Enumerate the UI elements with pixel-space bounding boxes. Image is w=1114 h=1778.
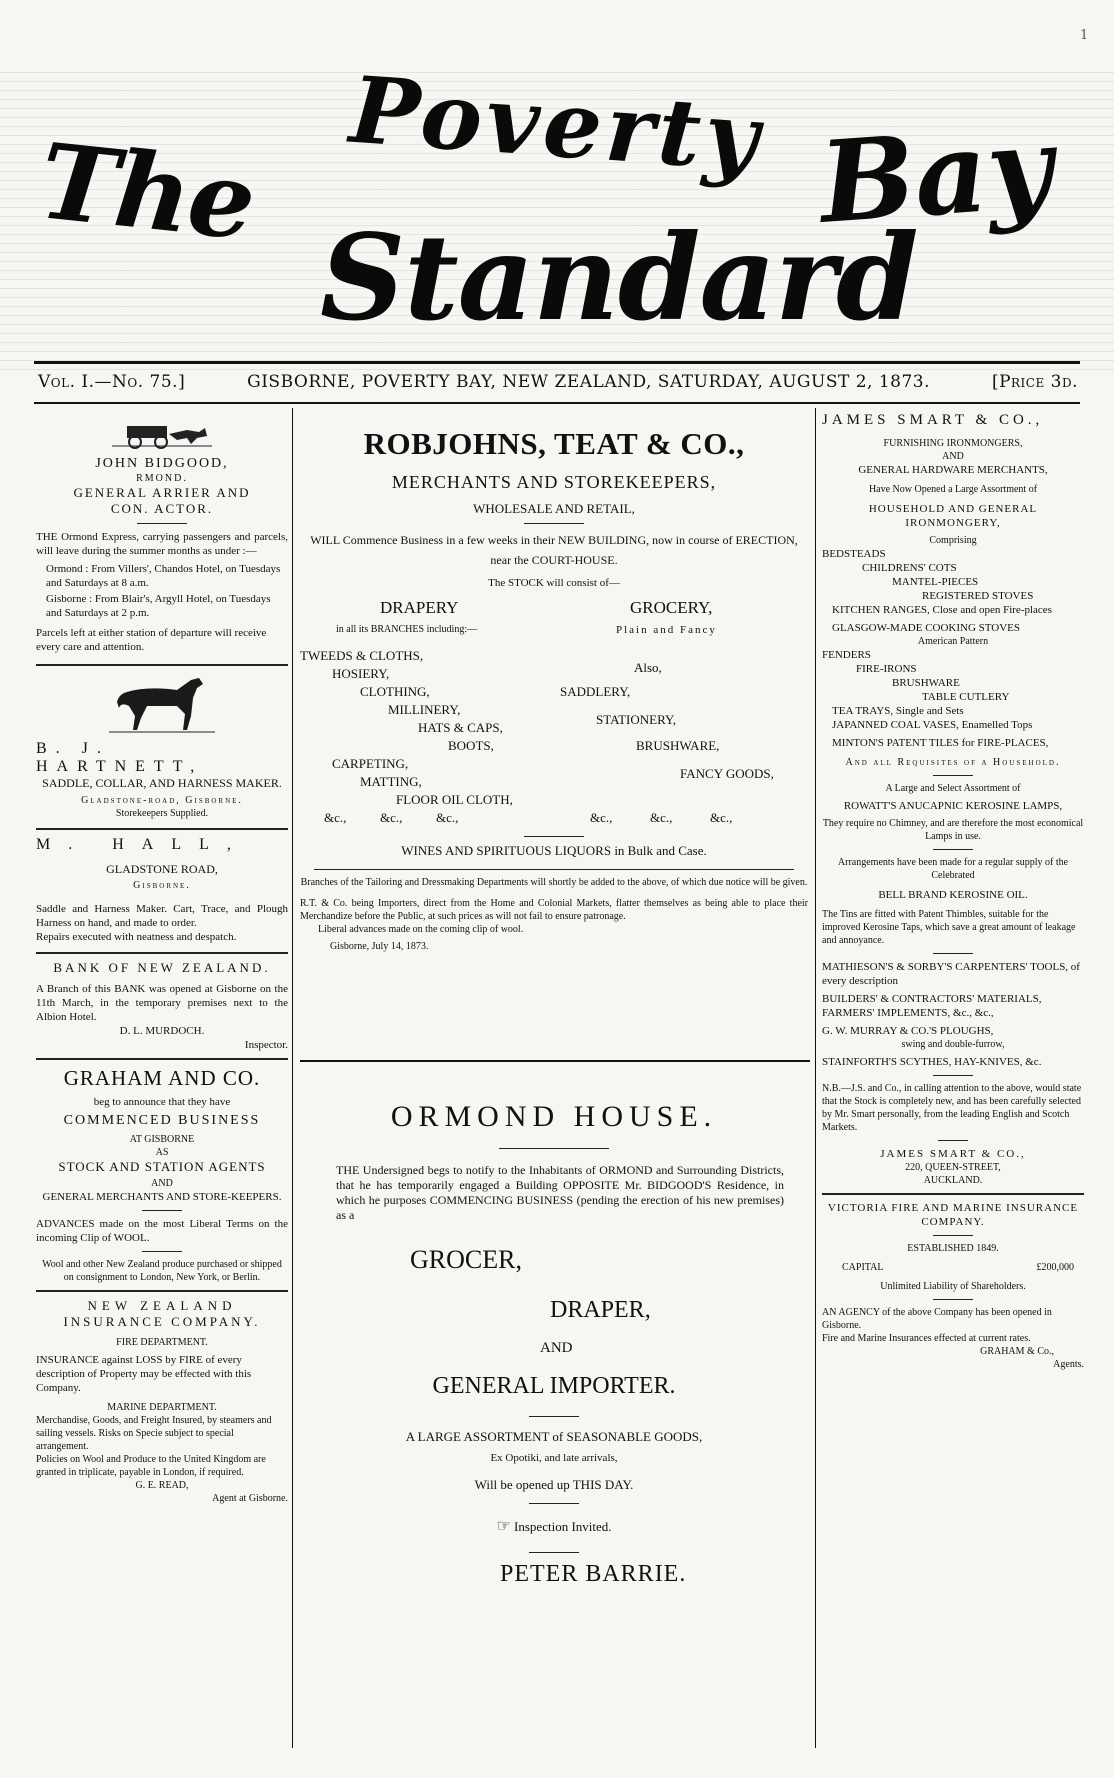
separator [938,1140,968,1141]
column-rule-2 [815,408,816,1748]
divider [36,1290,288,1292]
separator [529,1416,579,1417]
smart-bell: BELL BRAND KEROSINE OIL. [878,889,1028,901]
ormond-draper: DRAPER, [550,1297,651,1323]
graham-l5: STOCK AND STATION AGENTS [58,1159,266,1174]
stock-item: HOSIERY, [332,666,390,681]
pointing-hand-icon: ☞ [496,1518,511,1535]
separator [524,523,584,524]
capital-value: £200,000 [1036,1262,1074,1273]
etc: &c., [590,810,613,825]
victoria-agency: AN AGENCY of the above Company has been opened in Gisborne. [822,1307,1052,1331]
nzins-fire-body: INSURANCE against LOSS by FIRE of every description of Property may be effected with this Company. [36,1354,252,1394]
robjohns-liberal: Liberal advances made on the coming clip of wool. [318,924,524,935]
etc: &c., [436,810,459,825]
bidgood-line2: RMOND. [136,473,188,484]
dateline [38,372,1078,398]
graham-l2: COMMENCED BUSINESS [63,1113,261,1128]
robjohns-stock: The STOCK will consist of— [488,577,620,589]
ormond-and: AND [540,1340,573,1356]
graham-advances: ADVANCES made on the most Liberal Terms on the incoming Clip of WOOL. [36,1218,288,1244]
bidgood-gisborne: Gisborne : From Blair's, Argyll Hotel, on Tuesdays and Saturdays at 2 p.m. [46,593,271,619]
smart-addr: 220, QUEEN-STREET, [905,1162,1001,1173]
smart-swing: swing and double-furrow, [901,1039,1005,1050]
graham-l7: GENERAL MERCHANTS AND STORE-KEEPERS. [42,1191,282,1203]
stock-item: BOOTS, [448,738,494,753]
smart-l2: AND [942,451,964,462]
right-column [822,412,1084,1371]
nzins-title1: NEW ZEALAND [87,1298,237,1313]
etc: &c., [710,810,733,825]
separator [933,953,973,954]
good-item: FENDERS [822,649,871,661]
divider [36,828,288,830]
ormond-opened: Will be opened up THIS DAY. [474,1477,634,1492]
smart-chimney: They require no Chimney, and are therefore the most economical Lamps in use. [822,818,1084,842]
title-poverty: Poverty [346,55,766,193]
stock-list [300,590,808,830]
ormond-grocer: GROCER, [410,1245,522,1274]
bidgood-ormond: Ormond : From Villers', Chandos Hotel, on Tuesdays and Saturdays at 8 a.m. [46,563,281,589]
bank-signer: D. L. MURDOCH. [119,1025,205,1037]
separator [524,836,584,837]
smart-tins: The Tins are fitted with Patent Thimbles, suitable for the improved Kerosine Taps, which save a great amount of leakage and annoyance. [822,909,1076,946]
ormond-inspection: Inspection Invited. [514,1519,612,1534]
robjohns-advert [300,412,808,1072]
separator [142,1251,182,1252]
etc: &c., [380,810,403,825]
nzins-agent: G. E. READ, [135,1480,189,1491]
victoria-title: VICTORIA FIRE AND MARINE INSURANCE COMPANY. [827,1202,1079,1228]
smart-arrangements: Arrangements have been made for a regular supply of the Celebrated [837,857,1069,881]
hall-town: Gisborne. [133,880,191,891]
masthead [20,40,1094,350]
graham-l6: AND [151,1178,173,1189]
stock-item: CLOTHING, [360,684,430,699]
title-standard: Standard [320,208,918,347]
robjohns-title: ROBJOHNS, TEAT & CO., [363,426,745,461]
ormond-title: ORMOND HOUSE. [390,1100,718,1133]
hartnett-trade: SADDLE, COLLAR, AND HARNESS MAKER. [42,776,282,790]
nzins-title2: INSURANCE COMPANY. [63,1314,261,1329]
bank-title: BANK OF NEW ZEALAND. [53,960,271,975]
smart-tools: MATHIESON'S & SORBY'S CARPENTERS' TOOLS, of every description [822,961,1080,987]
coach-illustration-icon [107,416,217,450]
separator [933,775,973,776]
stock-item: MATTING, [360,774,422,789]
bank-body: A Branch of this BANK was opened at Gisborne on the 11th March, in the temporary premises next to the Albion Hotel. [36,983,288,1023]
smart-name: JAMES SMART & CO., [822,412,1044,428]
robjohns-wholesale: WHOLESALE AND RETAIL, [473,501,635,516]
stock-item: MILLINERY, [388,702,461,717]
bidgood-line4: CON. ACTOR. [110,501,214,516]
smart-l1: FURNISHING IRONMONGERS, [883,438,1023,449]
robjohns-body: WILL Commence Business in a few weeks in their NEW BUILDING, now in course of ERECTION, near the COURT-HOUSE. [310,533,798,567]
capital-label: CAPITAL [842,1262,884,1273]
hartnett-note: Storekeepers Supplied. [115,808,209,819]
victoria-established: ESTABLISHED 1849. [907,1243,999,1254]
hartnett-address: Gladstone-road, Gisborne. [81,795,243,806]
ormond-signer: PETER BARRIE. [500,1561,687,1587]
good-item: KITCHEN RANGES, Close and open Fire-places [832,604,1052,616]
robjohns-branches: Branches of the Tailoring and Dressmaking Departments will shortly be added to the above, of which due notice will be given. [300,877,808,888]
ormond-importer: GENERAL IMPORTER. [432,1373,676,1399]
divider [36,664,288,666]
hall-repairs: Repairs executed with neatness and despatch. [36,931,237,943]
hall-body: Saddle and Harness Maker. Cart, Trace, and Plough Harness on hand, and made to order. [36,903,288,929]
bidgood-line3: GENERAL ARRIER AND [73,485,251,500]
separator [137,523,187,524]
good-item: BRUSHWARE [892,677,960,689]
column-rule-1 [292,408,293,1748]
bidgood-body: THE Ormond Express, carrying passengers and parcels, will leave during the summer months as under :— [36,531,288,557]
graham-l4: AS [155,1147,169,1158]
graham-title: GRAHAM AND CO. [63,1066,261,1090]
smart-ploughs: G. W. MURRAY & CO.'S PLOUGHS, [822,1025,994,1037]
divider [36,1058,288,1060]
smart-sig: JAMES SMART & CO., [880,1148,1026,1160]
horse-illustration-icon [107,672,217,734]
robjohns-wines: WINES AND SPIRITUOUS LIQUORS in Bulk and Case. [401,843,707,858]
separator [933,1235,973,1236]
bank-role: Inspector. [244,1039,288,1051]
ormond-assortment: A LARGE ASSORTMENT of SEASONABLE GOODS, [405,1429,703,1444]
drapery-sub: in all its BRANCHES including:— [336,624,478,635]
title-the: The [34,119,260,264]
ormond-inspection-row [300,1516,808,1536]
good-item: REGISTERED STOVES [922,590,1034,602]
grocery-sub: Plain and Fancy [616,624,717,636]
robjohns-sub: MERCHANTS AND STOREKEEPERS, [391,472,717,492]
etc: &c., [650,810,673,825]
good-item: CHILDRENS' COTS [862,562,957,574]
good-item: MINTON'S PATENT TILES for FIRE-PLACES, [832,737,1049,749]
good-item: TABLE CUTLERY [922,691,1010,703]
smart-l5: HOUSEHOLD AND GENERAL IRONMONGERY, [868,503,1038,529]
graham-l1: beg to announce that they have [93,1096,231,1108]
separator [933,849,973,850]
victoria-capital-row [842,1261,1074,1274]
masthead-rule [34,361,1080,364]
smart-select: A Large and Select Assortment of [885,783,1021,794]
stock-item: FLOOR OIL CLOTH, [396,792,513,807]
divider [36,952,288,954]
separator [529,1552,579,1553]
good-item: BEDSTEADS [822,548,886,560]
smart-rowatt: ROWATT'S ANUCAPNIC KEROSINE LAMPS, [843,800,1063,812]
robjohns-importers: R.T. & Co. being Importers, direct from the Home and Colonial Markets, flatter themselves as being able to place their Merchandize before the Public, at such prices as will not fail to ensure patronage. [300,898,808,922]
smart-requisites: And all Requisites of a Household. [845,757,1061,768]
robjohns-date: Gisborne, July 14, 1873. [330,941,429,952]
good-item: MANTEL-PIECES [892,576,979,588]
good-item: JAPANNED COAL VASES, Enamelled Tops [832,719,1033,731]
smart-l4: Have Now Opened a Large Assortment of [868,484,1038,495]
left-column [36,412,288,1505]
separator [933,1299,973,1300]
etc: &c., [324,810,347,825]
separator [314,869,794,870]
volume-number: Vol. I.—No. 75.] [38,372,186,392]
separator [529,1503,579,1504]
stock-item: STATIONERY, [596,712,676,727]
grocery-heading: GROCERY, [630,598,713,617]
dateline-rule [34,402,1080,404]
ormond-body: THE Undersigned begs to notify to the Inhabitants of ORMOND and Surrounding Districts, that he has temporarily engaged a Building OPPOSITE Mr. BIDGOOD'S Residence, in which he purposes COMMENCING BUSINESS (pending the erection of his new premises) as a [336,1163,784,1222]
bidgood-name: JOHN BIDGOOD, [95,456,229,471]
victoria-rates: Fire and Marine Insurances effected at current rates. [822,1333,1031,1344]
separator [142,1210,182,1211]
bidgood-parcels: Parcels left at either station of departure will receive every care and attention. [36,627,267,653]
good-item: GLASGOW-MADE COOKING STOVES [832,622,1021,634]
place-date: GISBORNE, POVERTY BAY, NEW ZEALAND, SATURDAY, AUGUST 2, 1873. [247,372,931,392]
drapery-heading: DRAPERY [380,598,459,617]
stock-item: SADDLERY, [560,684,631,699]
graham-wool: Wool and other New Zealand produce purchased or shipped on consignment to London, New York, or Berlin. [42,1259,282,1283]
good-item: FIRE-IRONS [856,663,917,675]
nzins-fire: FIRE DEPARTMENT. [116,1337,208,1348]
nzins-marine: MARINE DEPARTMENT. [107,1402,217,1413]
page-number: 1 [1080,28,1091,43]
separator [499,1148,609,1149]
divider [822,1193,1084,1195]
nzins-agent-role: Agent at Gisborne. [212,1493,288,1504]
stock-item: BRUSHWARE, [636,738,720,753]
center-divider [300,1060,810,1062]
smart-l6: Comprising [929,535,977,546]
smart-scythes: STAINFORTH'S SCYTHES, HAY-KNIVES, &c. [822,1056,1042,1068]
hall-address: GLADSTONE ROAD, [106,862,218,876]
stock-item: TWEEDS & CLOTHS, [300,648,424,663]
victoria-liability: Unlimited Liability of Shareholders. [880,1281,1026,1292]
ormond-ex: Ex Opotiki, and late arrivals, [490,1452,618,1464]
smart-l3: GENERAL HARDWARE MERCHANTS, [858,464,1048,476]
graham-l3: AT GISBORNE [129,1134,195,1145]
hartnett-name: B. J. HARTNETT, [36,740,204,775]
victoria-role: Agents. [1053,1359,1084,1370]
smart-city: AUCKLAND. [923,1175,983,1186]
stock-item: HATS & CAPS, [418,720,503,735]
ormond-advert [300,1100,808,1750]
victoria-signer: GRAHAM & Co., [980,1346,1054,1357]
title-bay: Bay [815,102,1057,249]
hall-name: M. HALL, [36,836,249,853]
separator [933,1075,973,1076]
nzins-marine-body: Merchandise, Goods, and Freight Insured, by steamers and sailing vessels. Risks on Specie subject to special arrangement. [36,1415,272,1452]
price: [Price 3d. [991,372,1078,392]
stock-item: FANCY GOODS, [680,766,774,781]
smart-builders: BUILDERS' & CONTRACTORS' MATERIALS, FARMERS' IMPLEMENTS, &c., &c., [822,993,1042,1019]
stock-item: CARPETING, [332,756,409,771]
good-item: American Pattern [917,636,989,647]
smart-nb: N.B.—J.S. and Co., in calling attention to the above, would state that the Stock is completely new, and has been carefully selected by Mr. Smart personally, from the leading English and Scotch Markets. [822,1083,1082,1133]
good-item: TEA TRAYS, Single and Sets [832,705,964,717]
nzins-policies: Policies on Wool and Produce to the United Kingdom are granted in triplicate, payable in London, if required. [36,1454,266,1478]
stock-item: Also, [634,660,662,675]
